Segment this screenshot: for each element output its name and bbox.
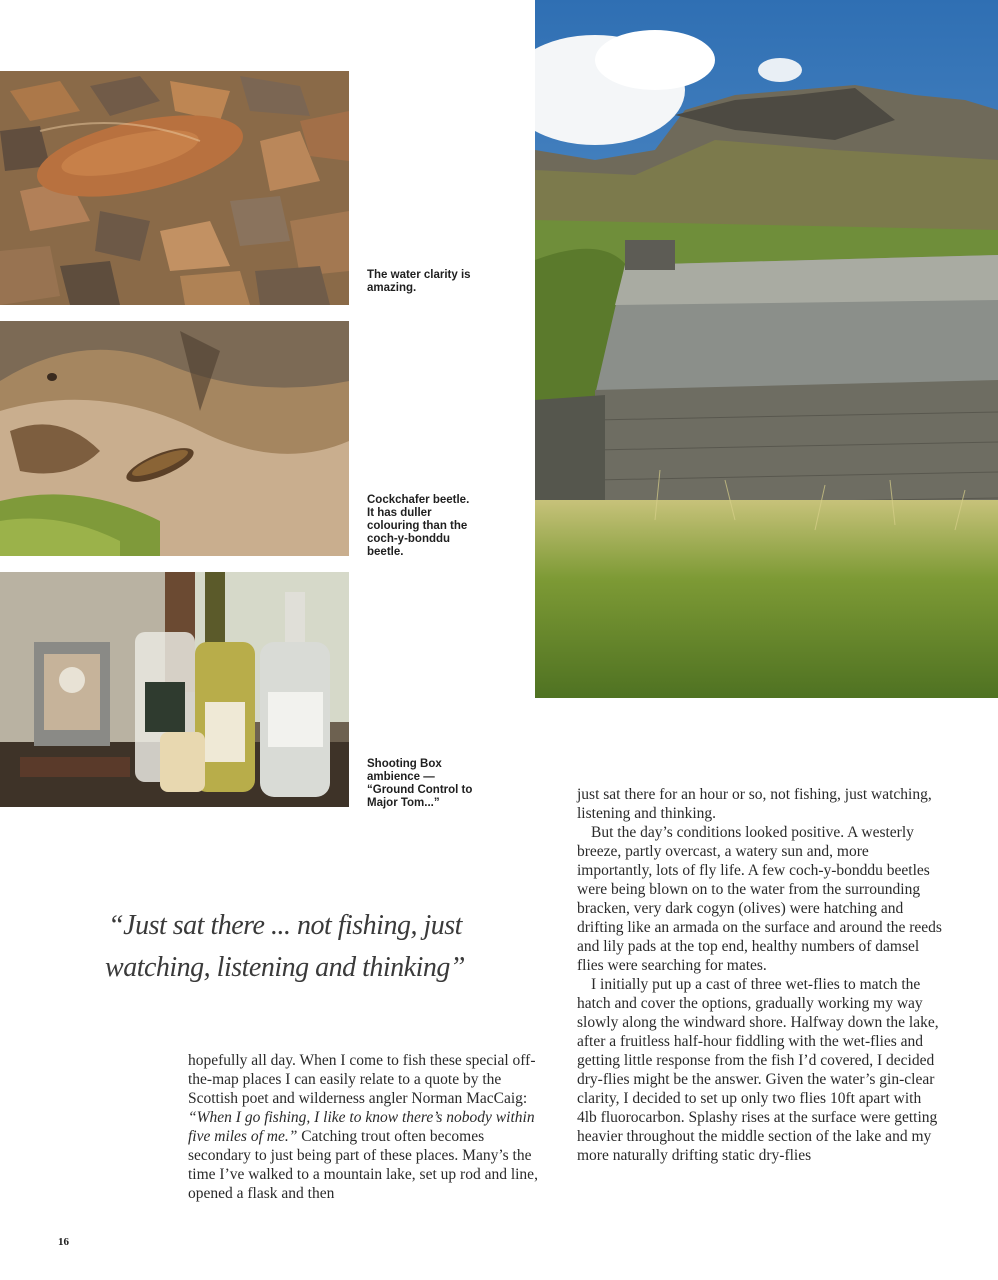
maccaig-quote: “When I go fishing, I like to know there’s nobody within five miles of me.” (188, 1109, 535, 1145)
caption-water-clarity: The water clarity is amazing. (367, 269, 471, 294)
body-column-left (188, 1051, 543, 1203)
pull-quote: “Just sat there ... not fishing, just watching, listening and thinking” (105, 910, 465, 983)
page-number: 16 (58, 1236, 69, 1248)
cottage-image (535, 0, 998, 698)
shooting-box-photo (0, 572, 349, 807)
shooting-box-image (0, 572, 349, 807)
body-right-paragraph-3: I initially put up a cast of three wet-flies to match the hatch and cover the options, gradually working my way slowly along the windward shore. Halfway down the lake, after a fruitless half-hour fiddling with the wet-flies and getting little response from the fish I’d covered, I decided dry-flies might be the answer. Given the water’s gin-clear clarity, I decided to set up only two flies 10ft apart with 4lb fluorocarbon. Splashy rises at the surface were getting heavier throughout the middle section of the lake and my more naturally drifting static dry-flies (577, 976, 939, 1164)
riverbed-photo (0, 71, 349, 305)
body-right-paragraph-2: But the day’s conditions looked positive. A westerly breeze, partly overcast, a watery sun and, more importantly, lots of fly life. A few coch-y-bonddu beetles were being blown on to the water from the surrounding bracken, very dark cogyn (olives) were hatching and drifting like an armada on the surface and around the reeds and lily pads at the top end, healthy numbers of damsel flies were searching for mates. (577, 824, 942, 974)
cottage-photo (535, 0, 998, 698)
beetle-image (0, 321, 349, 556)
body-right-paragraph-1: just sat there for an hour or so, not fishing, just watching, listening and thinking. (577, 786, 932, 822)
riverbed-image (0, 71, 349, 305)
body-left-text-end: Catching trout often becomes secondary to just being part of these places. Many’s the time I’ve walked to a mountain lake, set up rod and line, opened a flask and then (188, 1128, 538, 1202)
body-column-right (577, 785, 942, 1165)
caption-beetle: Cockchafer beetle. It has duller colouring than the coch-y-bonddu beetle. (367, 494, 470, 558)
caption-shooting-box: Shooting Box ambience — “Ground Control to Major Tom...” (367, 758, 473, 809)
body-left-text-start: hopefully all day. When I come to fish these special off-the-map places I can easily relate to a quote by the Scottish poet and wilderness angler Norman MacCaig: (188, 1052, 536, 1107)
beetle-photo (0, 321, 349, 556)
